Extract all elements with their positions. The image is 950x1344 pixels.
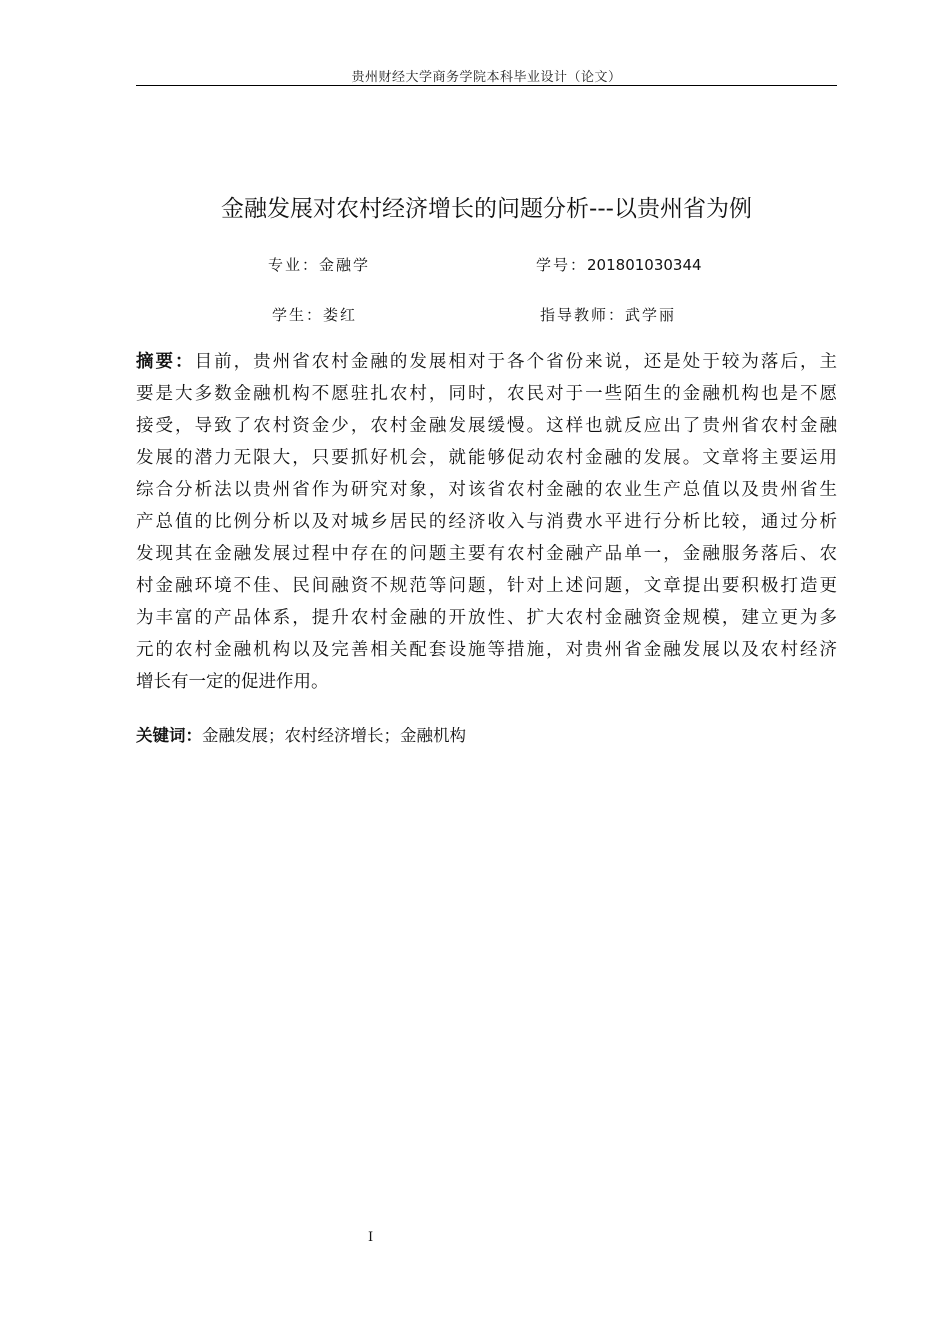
abstract-line: 要是大多数金融机构不愿驻扎农村，同时，农民对于一些陌生的金融机构也是不愿 <box>136 384 837 404</box>
abstract-line: 产总值的比例分析以及对城乡居民的经济收入与消费水平进行分析比较，通过分析 <box>136 512 837 532</box>
advisor-label: 指导教师： <box>540 306 626 324</box>
student-id-label: 学号： <box>536 256 588 274</box>
student-id-field <box>536 254 702 275</box>
student-field <box>272 304 357 325</box>
abstract-line: 为丰富的产品体系，提升农村金融的开放性、扩大农村金融资金规模，建立更为多 <box>136 608 837 628</box>
major-value: 金融学 <box>319 256 371 274</box>
abstract-line: 发现其在金融发展过程中存在的问题主要有农村金融产品单一，金融服务落后、农 <box>136 544 837 564</box>
student-id-value: 201801030344 <box>587 256 702 274</box>
abstract <box>136 346 837 698</box>
student-value: 娄红 <box>323 306 358 324</box>
abstract-line: 增长有一定的促进作用。 <box>136 672 329 692</box>
keywords-label: 关键词： <box>136 726 202 745</box>
advisor-field <box>540 304 676 325</box>
paper-title: 金融发展对农村经济增长的问题分析---以贵州省为例 <box>221 196 752 222</box>
abstract-line: 元的农村金融机构以及完善相关配套设施等措施，对贵州省金融发展以及农村经济 <box>136 640 837 660</box>
header-rule <box>136 85 837 86</box>
page-header: 贵州财经大学商务学院本科毕业设计（论文） <box>351 70 622 85</box>
advisor-value: 武学丽 <box>625 306 677 324</box>
student-label: 学生： <box>272 306 324 324</box>
abstract-line: 摘要：目前，贵州省农村金融的发展相对于各个省份来说，还是处于较为落后，主 <box>136 352 838 372</box>
abstract-line: 发展的潜力无限大，只要抓好机会，就能够促动农村金融的发展。文章将主要运用 <box>136 448 837 468</box>
abstract-line: 综合分析法以贵州省作为研究对象，对该省农村金融的农业生产总值以及贵州省生 <box>136 480 837 500</box>
abstract-line: 接受，导致了农村资金少，农村金融发展缓慢。这样也就反应出了贵州省农村金融 <box>136 416 837 436</box>
abstract-line: 村金融环境不佳、民间融资不规范等问题，针对上述问题，文章提出要积极打造更 <box>136 576 837 596</box>
abstract-label: 摘要： <box>136 352 195 372</box>
page-number: I <box>368 1230 374 1245</box>
major-label: 专业： <box>268 256 320 274</box>
keywords <box>136 722 466 746</box>
keywords-value: 金融发展；农村经济增长；金融机构 <box>202 726 466 745</box>
major-field <box>268 254 370 275</box>
